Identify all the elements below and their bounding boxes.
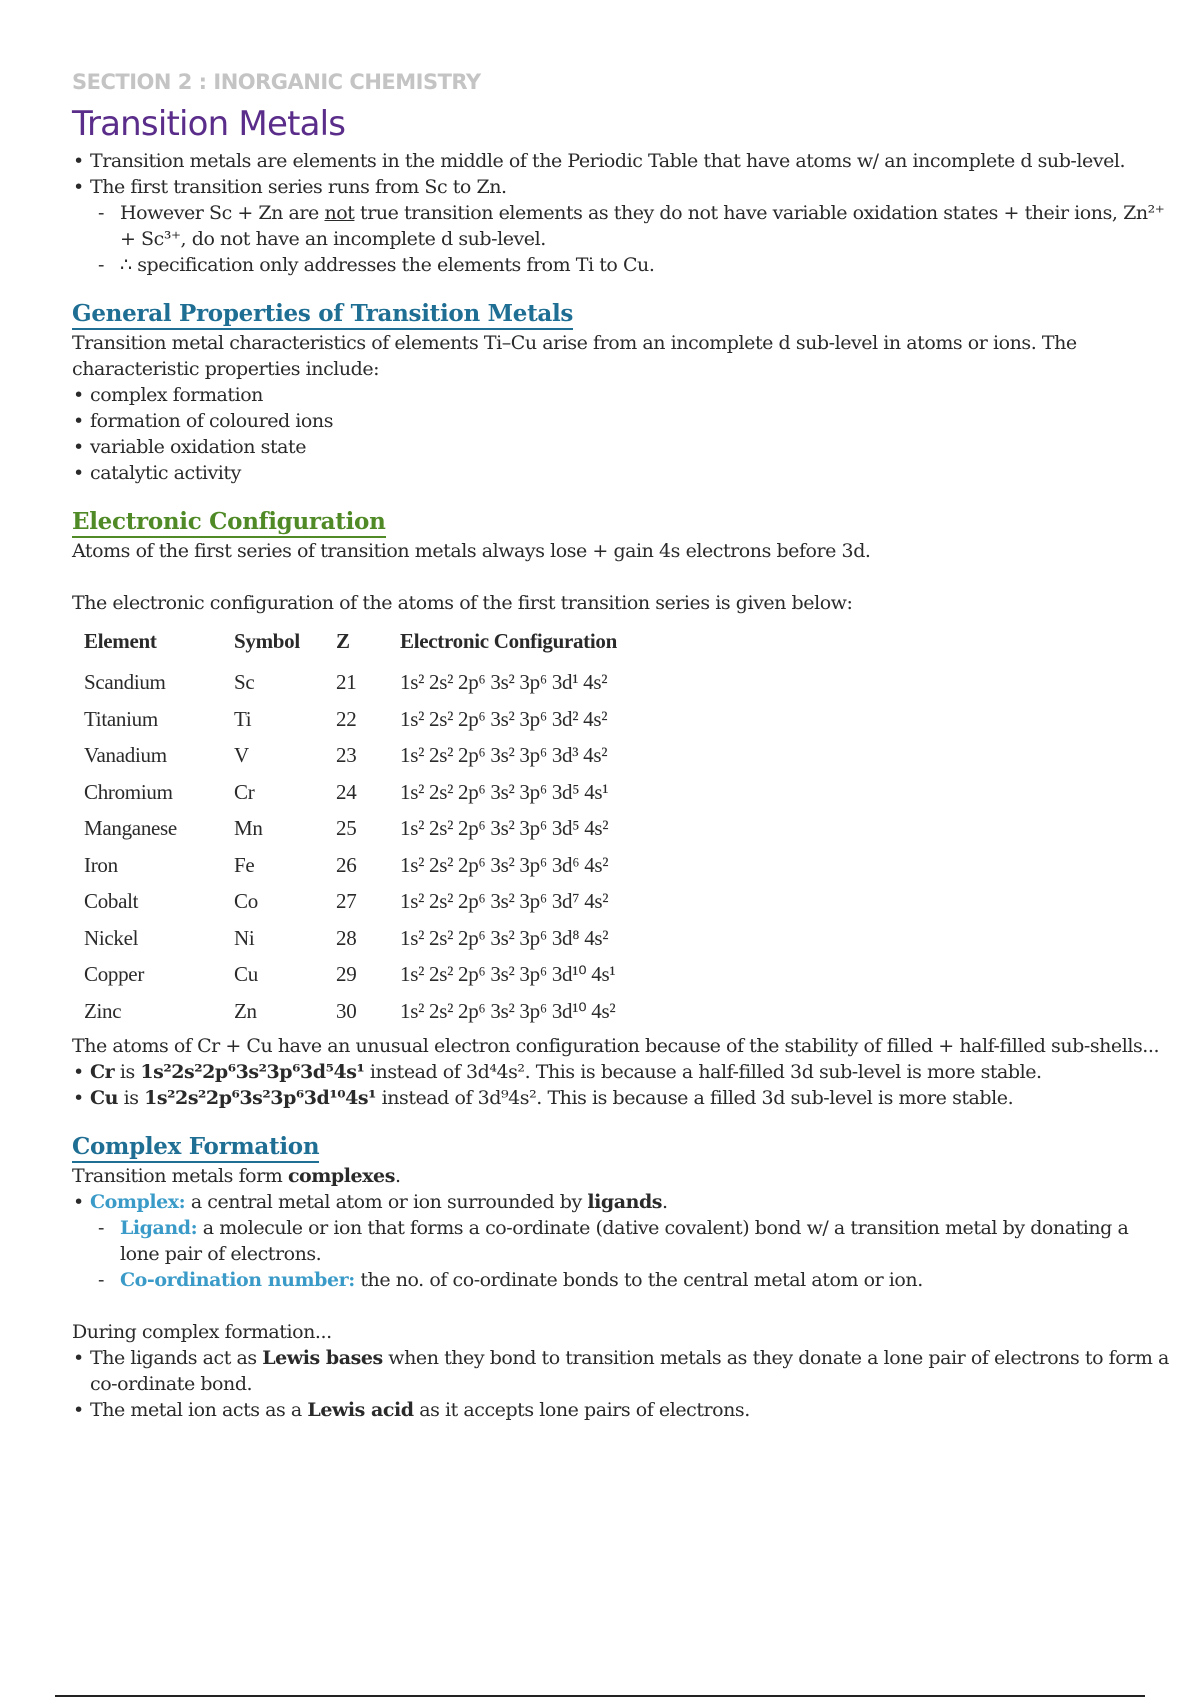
cell-element: Titanium (84, 706, 158, 731)
table-row (84, 664, 720, 701)
cell-symbol: Fe (234, 852, 255, 877)
cell-z: 21 (336, 670, 357, 695)
table-row (84, 810, 720, 847)
cell-config: 1s² 2s² 2p⁶ 3s² 3p⁶ 3d⁵ 4s² (400, 816, 609, 841)
property-item: • complex formation (90, 382, 1172, 408)
electronic-configuration-heading: Electronic Configuration (72, 508, 386, 538)
cell-symbol: V (234, 743, 249, 768)
complex-formation-heading: Complex Formation (72, 1133, 319, 1163)
lewis-base-note: • The ligands act as Lewis bases when they bond to transition metals as they donate a lone pair of electrons to form a co-ordinate bond. (90, 1345, 1172, 1397)
cell-z: 24 (336, 779, 357, 804)
complex-definition: • Complex: a central metal atom or ion surrounded by ligands. - Ligand: a molecule or ion that forms a co-ordinate (dative covalent) bond w/ a transition metal by donating a lone pair of electrons. - Co-ordination number: the no. of co-ordinate bonds to the central metal atom or ion. (90, 1189, 1172, 1293)
cell-symbol: Zn (234, 998, 257, 1023)
chromium-note: • Cr is 1s²2s²2p⁶3s²3p⁶3d⁵4s¹ instead of 3d⁴4s². This is because a half-filled 3d sub-level is more stable. (90, 1059, 1172, 1085)
header-z: Z (336, 629, 350, 653)
cell-z: 26 (336, 852, 357, 877)
cell-symbol: Sc (234, 670, 255, 695)
cell-symbol: Co (234, 889, 258, 914)
table-row (84, 847, 720, 884)
general-properties-section (72, 300, 1172, 486)
cell-symbol: Mn (234, 816, 263, 841)
general-properties-heading: General Properties of Transition Metals (72, 300, 573, 330)
cell-config: 1s² 2s² 2p⁶ 3s² 3p⁶ 3d⁶ 4s² (400, 852, 609, 877)
cell-element: Zinc (84, 998, 122, 1023)
lewis-acid-note: • The metal ion acts as a Lewis acid as it accepts lone pairs of electrons. (90, 1397, 1172, 1423)
table-row (84, 956, 720, 993)
cell-symbol: Cu (234, 962, 258, 987)
intro-bullet-1: • Transition metals are elements in the middle of the Periodic Table that have atoms w/ an incomplete d sub-level. (90, 148, 1172, 174)
cell-config: 1s² 2s² 2p⁶ 3s² 3p⁶ 3d⁷ 4s² (400, 889, 609, 914)
cell-config: 1s² 2s² 2p⁶ 3s² 3p⁶ 3d¹ 4s² (400, 670, 608, 695)
cell-symbol: Cr (234, 779, 255, 804)
page-title: Transition Metals (72, 104, 346, 144)
cell-z: 30 (336, 998, 357, 1023)
header-configuration: Electronic Configuration (400, 629, 617, 653)
cell-config: 1s² 2s² 2p⁶ 3s² 3p⁶ 3d³ 4s² (400, 743, 608, 768)
intro-block (72, 148, 1172, 278)
cell-config: 1s² 2s² 2p⁶ 3s² 3p⁶ 3d² 4s² (400, 706, 608, 731)
cell-element: Iron (84, 852, 118, 877)
table-row (84, 701, 720, 738)
cell-element: Scandium (84, 670, 166, 695)
table-row (84, 737, 720, 774)
cell-z: 25 (336, 816, 357, 841)
copper-note: • Cu is 1s²2s²2p⁶3s²3p⁶3d¹⁰4s¹ instead of 3d⁹4s². This is because a filled 3d sub-level is more stable. (90, 1085, 1172, 1111)
property-item: • catalytic activity (90, 460, 1172, 486)
cell-symbol: Ni (234, 925, 255, 950)
cell-element: Nickel (84, 925, 139, 950)
cell-z: 28 (336, 925, 357, 950)
electronic-paragraph-2: The electronic configuration of the atoms of the first transition series is given below: (72, 592, 853, 614)
bottom-rule (55, 1695, 1145, 1697)
cell-z: 23 (336, 743, 357, 768)
intro-bullet-2: • The first transition series runs from Sc to Zn. - However Sc + Zn are not true transition elements as they do not have variable oxidation states + their ions, Zn²⁺ + Sc³⁺, do not have an incomplete d sub-level. - ∴ specification only addresses the elements from Ti to Cu. (90, 174, 1172, 278)
configuration-table (84, 622, 720, 1029)
table-row (84, 883, 720, 920)
cell-element: Vanadium (84, 743, 167, 768)
complex-paragraph: Transition metals form complexes. (72, 1165, 401, 1187)
intro-dash-2: - ∴ specification only addresses the elements from Ti to Cu. (120, 252, 1172, 278)
cell-config: 1s² 2s² 2p⁶ 3s² 3p⁶ 3d⁵ 4s¹ (400, 779, 609, 804)
cell-config: 1s² 2s² 2p⁶ 3s² 3p⁶ 3d¹⁰ 4s¹ (400, 962, 616, 987)
table-row (84, 920, 720, 957)
coordination-number-definition: - Co-ordination number: the no. of co-ordinate bonds to the central metal atom or ion. (120, 1267, 1172, 1293)
intro-dash-1: - However Sc + Zn are not true transition elements as they do not have variable oxidation states + their ions, Zn²⁺ + Sc³⁺, do not have an incomplete d sub-level. (120, 200, 1172, 252)
table-row (84, 774, 720, 811)
table-header-row (84, 622, 720, 664)
cell-config: 1s² 2s² 2p⁶ 3s² 3p⁶ 3d¹⁰ 4s² (400, 998, 616, 1023)
electronic-paragraph-1: Atoms of the first series of transition metals always lose + gain 4s electrons before 3d. (72, 540, 871, 562)
section-label: SECTION 2 : INORGANIC CHEMISTRY (72, 70, 481, 94)
cell-element: Cobalt (84, 889, 139, 914)
cell-symbol: Ti (234, 706, 252, 731)
cell-element: Copper (84, 962, 145, 987)
cell-z: 27 (336, 889, 357, 914)
document-page (72, 70, 1172, 1423)
cell-element: Chromium (84, 779, 173, 804)
general-properties-paragraph: Transition metal characteristics of elements Ti–Cu arise from an incomplete d sub-level in atoms or ions. The characteristic properties include: (72, 332, 1077, 380)
complex-formation-section (72, 1133, 1172, 1423)
header-symbol: Symbol (234, 629, 300, 653)
ligand-definition: - Ligand: a molecule or ion that forms a co-ordinate (dative covalent) bond w/ a transition metal by donating a lone pair of electrons. (120, 1215, 1172, 1267)
table-row (84, 993, 720, 1030)
property-item: • variable oxidation state (90, 434, 1172, 460)
cell-z: 22 (336, 706, 357, 731)
cell-z: 29 (336, 962, 357, 987)
cell-element: Manganese (84, 816, 177, 841)
electronic-configuration-section (72, 508, 1172, 1111)
cell-config: 1s² 2s² 2p⁶ 3s² 3p⁶ 3d⁸ 4s² (400, 925, 609, 950)
electronic-paragraph-3: The atoms of Cr + Cu have an unusual electron configuration because of the stability of filled + half-filled sub-shells... (72, 1035, 1160, 1057)
header-element: Element (84, 629, 157, 653)
property-item: • formation of coloured ions (90, 408, 1172, 434)
during-formation-text: During complex formation... (72, 1321, 332, 1343)
